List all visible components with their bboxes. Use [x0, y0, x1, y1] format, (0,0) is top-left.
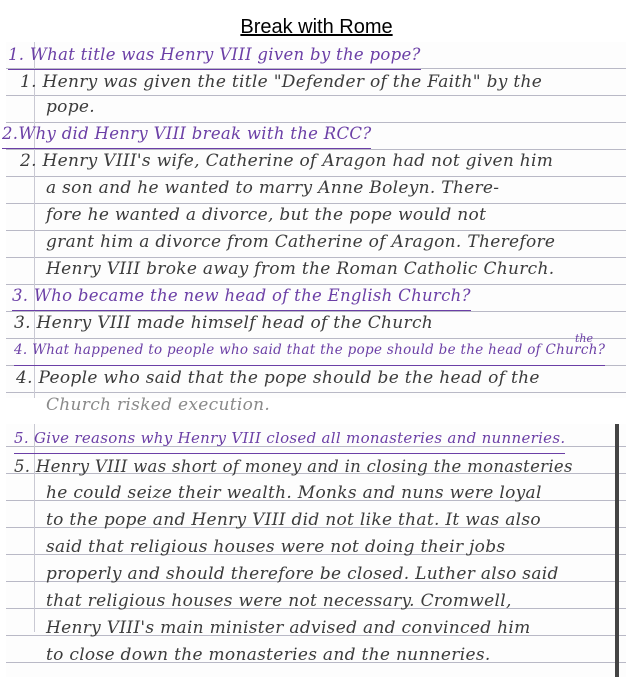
answer-2-line-4: grant him a divorce from Catherine of Aragon. Therefore: [46, 232, 556, 252]
answer-2-line-5: Henry VIII broke away from the Roman Catholic Church.: [46, 259, 555, 279]
answer-5-line-3: to the pope and Henry VIII did not like that. It was also: [46, 510, 541, 530]
question-4-insert: the: [575, 332, 594, 345]
answer-5-line-6: that religious houses were not necessary. Cromwell,: [46, 591, 512, 611]
answer-2-line-3: fore he wanted a divorce, but the pope would not: [46, 205, 487, 225]
answer-4-line-1: 4. People who said that the pope should be the head of the: [16, 368, 540, 388]
answer-5-line-5: properly and should therefore be closed. Luther also said: [46, 564, 559, 584]
question-1: 1. What title was Henry VIII given by the pope?: [8, 42, 421, 70]
answer-1-line-2: pope.: [46, 97, 95, 117]
answer-1-line-1: 1. Henry was given the title "Defender of the Faith" by the: [20, 72, 543, 92]
question-5: 5. Give reasons why Henry VIII closed all monasteries and nunneries.: [14, 426, 565, 454]
answer-5-line-4: said that religious houses were not doing their jobs: [46, 537, 506, 557]
question-4: 4. What happened to people who said that the pope should be the head of Church?: [14, 338, 605, 366]
page-edge: [615, 424, 619, 677]
question-3: 3. Who became the new head of the English Church?: [12, 283, 471, 311]
answer-2-line-1: 2. Henry VIII's wife, Catherine of Aragon had not given him: [20, 151, 554, 171]
answer-5-line-8: to close down the monasteries and the nunneries.: [46, 645, 491, 665]
answer-5-line-1: 5. Henry VIII was short of money and in closing the monasteries: [14, 457, 573, 476]
answer-3-line-1: 3. Henry VIII made himself head of the Church: [14, 313, 434, 333]
answer-5-line-2: he could seize their wealth. Monks and nuns were loyal: [46, 483, 542, 503]
answer-2-line-2: a son and he wanted to marry Anne Boleyn. There-: [46, 178, 500, 198]
answer-4-line-2: Church risked execution.: [46, 395, 271, 415]
question-2: 2.Why did Henry VIII break with the RCC?: [2, 121, 371, 149]
page-title: Break with Rome: [240, 16, 393, 38]
answer-5-line-7: Henry VIII's main minister advised and convinced him: [46, 618, 531, 638]
